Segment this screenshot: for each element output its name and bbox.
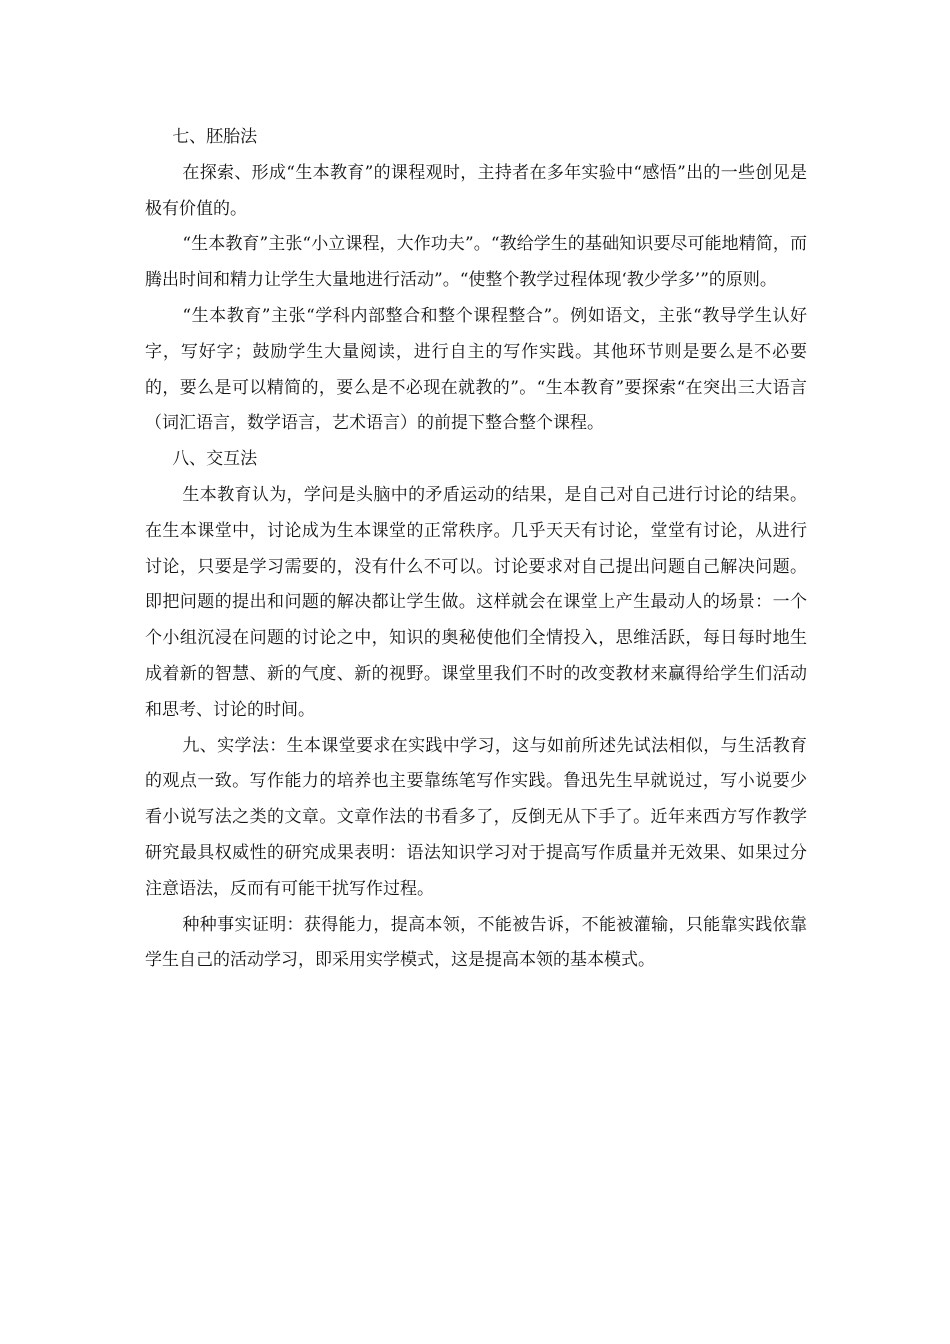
paragraph: 种种事实证明：获得能力，提高本领，不能被告诉，不能被灌输，只能靠实践依靠学生自己的活动学习，即采用实学模式，这是提高本领的基本模式。 <box>145 914 807 971</box>
paragraph: 生本教育认为，学问是头脑中的矛盾运动的结果，是自己对自己进行讨论的结果。在生本课堂中，讨论成为生本课堂的正常秩序。几乎天天有讨论，堂堂有讨论，从进行讨论，只要是学习需要的，没有什么不可以。讨论要求对自己提出问题自己解决问题。即把问题的提出和问题的解决都让学生做。这样就会在课堂上产生最动人的场景：一个个小组沉浸在问题的讨论之中，知识的奥秘使他们全情投入，思维活跃，每日每时地生成着新的智慧、新的气度、新的视野。课堂里我们不时的改变教材来赢得给学生们活动和思考、讨论的时间。 <box>145 484 807 720</box>
paragraph: 九、实学法：生本课堂要求在实践中学习，这与如前所述先试法相似，与生活教育的观点一致。写作能力的培养也主要靠练笔写作实践。鲁迅先生早就说过，写小说要少看小说写法之类的文章。文章作法的书看多了，反倒无从下手了。近年来西方写作教学研究最具权威性的研究成果表明：语法知识学习对于提高写作质量并无效果、如果过分注意语法，反而有可能干扰写作过程。 <box>145 735 807 899</box>
paragraph: “生本教育”主张“学科内部整合和整个课程整合”。例如语文，主张“教导学生认好字，写好字；鼓励学生大量阅读，进行自主的写作实践。其他环节则是要么是不必要的，要么是可以精简的，要么是不必现在就教的”。“生本教育”要探索“在突出三大语言（词汇语言，数学语言，艺术语言）的前提下整合整个课程。 <box>145 305 807 434</box>
section-heading-embryo-method: 七、胚胎法 <box>172 127 258 147</box>
paragraph: 在探索、形成“生本教育”的课程观时，主持者在多年实验中“感悟”出的一些创见是极有价值的。 <box>145 162 807 219</box>
paragraph: “生本教育”主张“小立课程，大作功夫”。“教给学生的基础知识要尽可能地精简，而腾出时间和精力让学生大量地进行活动”。“使整个教学过程体现‘教少学多’”的原则。 <box>145 234 807 291</box>
section-heading-interaction-method: 八、交互法 <box>172 449 258 470</box>
document-body <box>145 120 807 979</box>
